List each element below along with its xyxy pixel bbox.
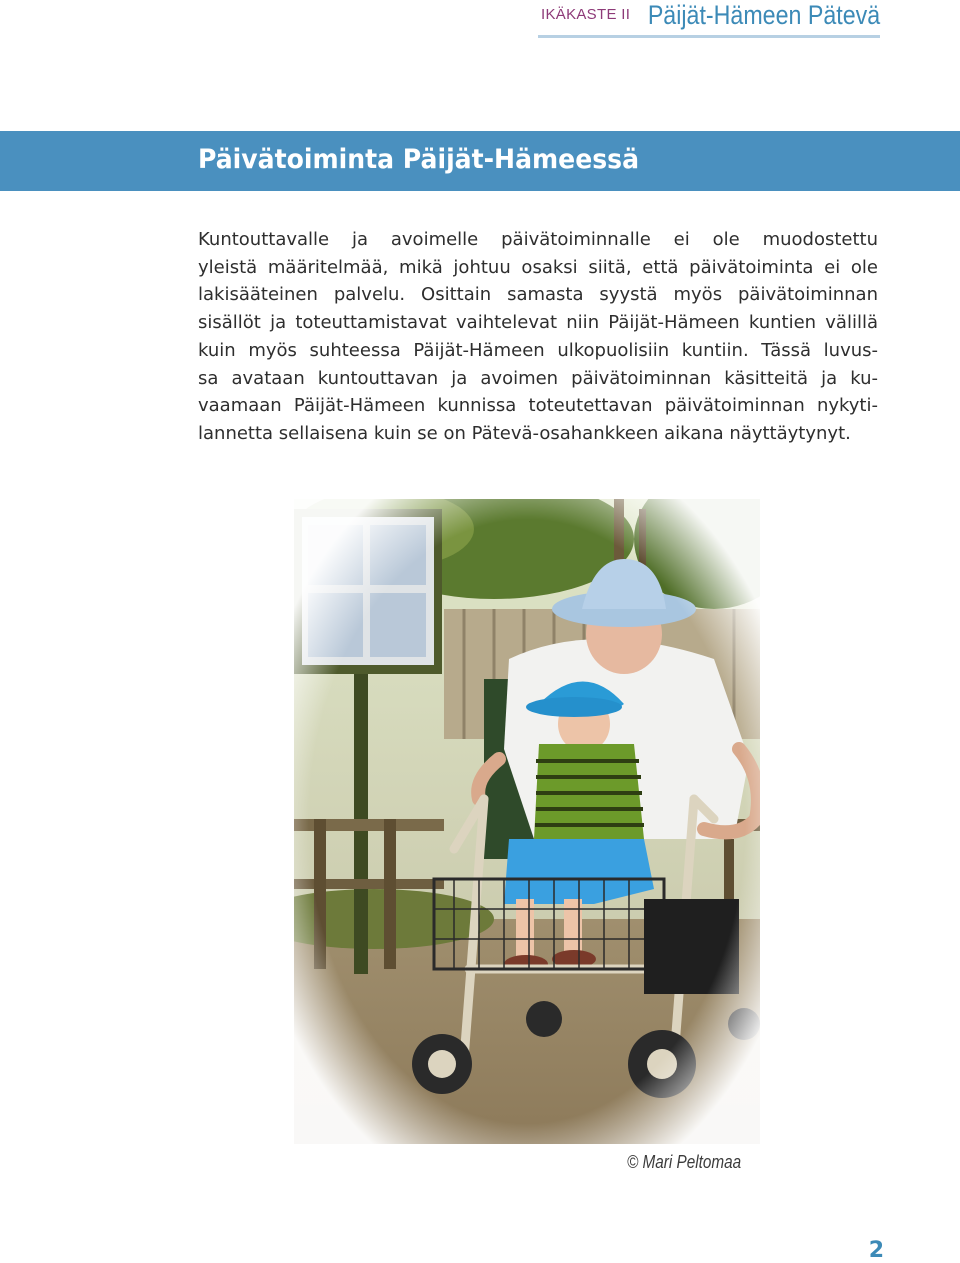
project-name: Päijät-Hämeen Pätevä — [647, 0, 880, 30]
body-line: lannetta sellaisena kuin se on Pätevä-osahankkeen aikana näyttäytynyt. — [198, 422, 851, 444]
body-line: vaamaan Päijät-Hämeen kunnissa toteutettavan päivätoiminnan nykyti- — [198, 395, 878, 417]
photo-credit: © Mari Peltomaa — [627, 1152, 742, 1172]
body-line: sa avataan kuntouttavan ja avoimen päivätoiminnan käsitteitä ja ku- — [198, 367, 878, 389]
header-rule — [538, 35, 880, 38]
body-paragraph — [198, 226, 878, 448]
body-line: yleistä määritelmää, mikä johtuu osaksi siitä, että päivätoiminta ei ole — [198, 256, 878, 278]
body-line: kuin myös suhteessa Päijät-Hämeen ulkopuolisiin kuntiin. Tässä luvus- — [198, 339, 878, 361]
section-title-band — [0, 131, 960, 191]
photo-elderly-woman-child-rollator — [294, 499, 760, 1144]
body-line: sisällöt ja toteuttamistavat vaihtelevat niin Päijät-Hämeen kuntien välillä — [198, 312, 878, 334]
page-number: 2 — [868, 1238, 884, 1263]
body-line: lakisääteinen palvelu. Osittain samasta syystä myös päivätoiminnan — [198, 284, 878, 306]
running-header — [538, 0, 880, 40]
body-line: Kuntouttavalle ja avoimelle päivätoiminnalle ei ole muodostettu — [198, 229, 878, 250]
series-label: IKÄKASTE II — [541, 6, 631, 23]
section-title: Päivätoiminta Päijät-Hämeessä — [198, 144, 640, 175]
